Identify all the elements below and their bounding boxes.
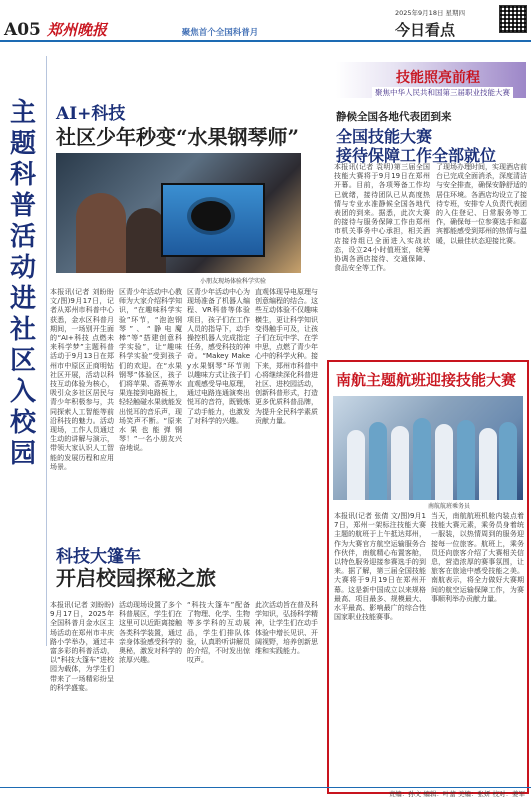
- article2-kicker: 科技大篷车: [56, 547, 141, 567]
- article1-column-3: 区青少年活动中心为现场准备了机器人编程、VR科普等体验项目，孩子们在工作人员的指导下，动手操控机器人完成指定任务，感受科技的神奇。“Makey Makey水果钢琴”环节则以趣味方式让孩子们直观感受导电原理，通过电路连通演奏出悦耳的音符，既锻炼了动手能力，也激发了对科学的兴趣。: [187, 288, 250, 425]
- vertical-divider: [46, 56, 47, 646]
- article4-title: 南航主题航班迎接技能大赛: [336, 371, 517, 389]
- article3-title-line1: 全国技能大赛: [336, 127, 433, 146]
- article1-title: 社区少年秒变“水果钢琴师”: [56, 125, 300, 149]
- qr-code-icon: [499, 5, 527, 33]
- vertical-page-title: 主题科普活动进社区入校园: [9, 98, 36, 469]
- article1-column-2: 区青少年活动中心教师为大家介绍科学知识，“在趣味科学实验”环节，“泡泡钢琴”、“静电魔棒”等“搭建创意科学实验”，让“趣味科学实验”受到孩子们的欢迎。在“水果钢琴”体验区，孩子们将苹果、香蕉等水果连接到电路板上，轻轻触碰水果就能发出悦耳的音乐声，现场笑声不断。“原来水果也能弹钢琴！”一名小朋友兴奋地说。: [119, 288, 182, 453]
- article3-kicker: 静候全国各地代表团到来: [336, 111, 452, 123]
- article2-column-4: 此次活动旨在普及科学知识，弘扬科学精神，让学生们在动手体验中增长见识、开阔视野，培养创新思维和实践能力。: [255, 601, 318, 656]
- article3-title-line2: 接待保障工作全部就位: [336, 146, 497, 165]
- top-banner: 聚焦首个全国科普月: [181, 28, 259, 38]
- page-footer: [0, 787, 531, 799]
- skills-banner-subtitle: 聚焦中华人民共和国第三届职业技能大赛: [372, 87, 513, 98]
- article4-column-2: 当天，南航航班机舱内装点着技能大赛元素，乘务员身着统一服装，以热情周到的服务迎接每一位旅客。航班上，乘务员还向旅客介绍了大赛相关信息，营造浓厚的赛事氛围，让旅客在旅途中感受技能之美。南航表示，将全力做好大赛期间的航空运输保障工作，为赛事顺利举办贡献力量。: [431, 512, 524, 603]
- newspaper-logo: 郑州晚报: [47, 21, 108, 39]
- article2-column-1: 本报讯(记者 刘盼盼)9月17日，2025年全国科普月金水区主场活动在郑州市丰庆路小学举办，通过丰富多彩的科普活动，以“科技大篷车”进校园为载体，为学生们带来了一场精彩纷呈的科学盛宴。: [50, 601, 114, 692]
- issue-date: 2025年9月18日 星期四: [395, 9, 466, 17]
- article4-column-1: 本报讯(记者 张倩 文/图)9月17日，郑州一架标注技能大赛主题的航班于上午抵达郑州，作为大赛官方航空运输服务合作伙伴，南航精心布置客舱，以特色服务迎接参赛选手的到来。据了解，第三届全国技能大赛将于9月19日在郑州开幕。这是新中国成立以来规格最高、项目最多、规模最大、水平最高、影响最广的综合性国家职业技能赛事。: [334, 512, 426, 622]
- page-number: A05: [4, 20, 41, 40]
- article1-column-1: 本报讯(记者 刘盼盼 文/图)9月17日，记者从郑州市科普中心获悉，金水区科普月期间，一场别开生面的“AI+科技 点燃未来科学梦”主题科普活动于9月13日在郑州市中原区正商明钻社区开展，活动以科技互动体验为核心，吸引众多社区居民与青少年积极参与，共同探索人工智能等前沿科技的魅力。活动现场，工作人员通过生动的讲解与演示，带领大家认识人工智能的发展历程和应用场景。: [50, 288, 114, 471]
- article2-column-3: “科技大篷车”配备了物理、化学、生物等多学科的互动展品，学生们排队体验，认真聆听讲解员的介绍，不时发出惊叹声。: [187, 601, 250, 665]
- article1-column-4: 直观体现导电原理与创意编程的结合。这些互动体验不仅趣味横生，更让科学知识变得触手可及，让孩子们在玩中学、在学中思，点燃了青少年心中的科学火种。接下来，郑州市科普中心将继续深化科普进社区、进校园活动，创新科普形式，打造更多优质科普品牌，为提升全民科学素质贡献力量。: [255, 288, 318, 425]
- header-divider: [0, 40, 531, 42]
- article3-column-1: 本报讯(记者 袁明)第三届全国技能大赛将于9月19日在郑州开幕。目前，各项筹备工作均已就绪，接待团队已从高度热情与专业水准静候全国各地代表团的到来。据悉，此次大赛的接待与服务保障工作由郑州市机关事务中心承担，相关酒店接待组已全面进入实战状态，设立24小时值班室，统筹协调各酒店接待、交通保障、食品安全等工作。: [334, 163, 430, 273]
- article1-kicker: AI+科技: [56, 104, 126, 124]
- article4-photo-caption: 南航航班乘务员: [428, 503, 471, 510]
- skills-banner-title: 技能照亮前程: [396, 70, 480, 86]
- article1-photo: [56, 153, 301, 273]
- article2-column-2: 活动现场设置了多个科普展区，学生们在这里可以近距离接触各类科学装置，通过亲身体验感受科学的奥秘，激发对科学的浓厚兴趣。: [119, 601, 182, 665]
- article3-column-2: 了现场办理时间，实现酒店前台已完成全面消杀，深度清洁与安全排查，确保安静舒适的居住环境。各酒店均设立了接待专班，安排专人负责代表团的入住登记、日常服务等工作，确保每一位参赛选手和嘉宾都能感受到郑州的热情与温暖，以最佳状态迎接比赛。: [436, 163, 527, 245]
- section-title: 今日看点: [395, 21, 456, 39]
- editor-credits: 责编：孙文 编辑：叶蕾 美编：张妍 校对：姜军: [388, 790, 525, 798]
- article2-title: 开启校园探秘之旅: [56, 566, 216, 590]
- article1-photo-caption: 小朋友现场体验科学实验: [200, 278, 267, 285]
- article4-photo: [333, 396, 523, 500]
